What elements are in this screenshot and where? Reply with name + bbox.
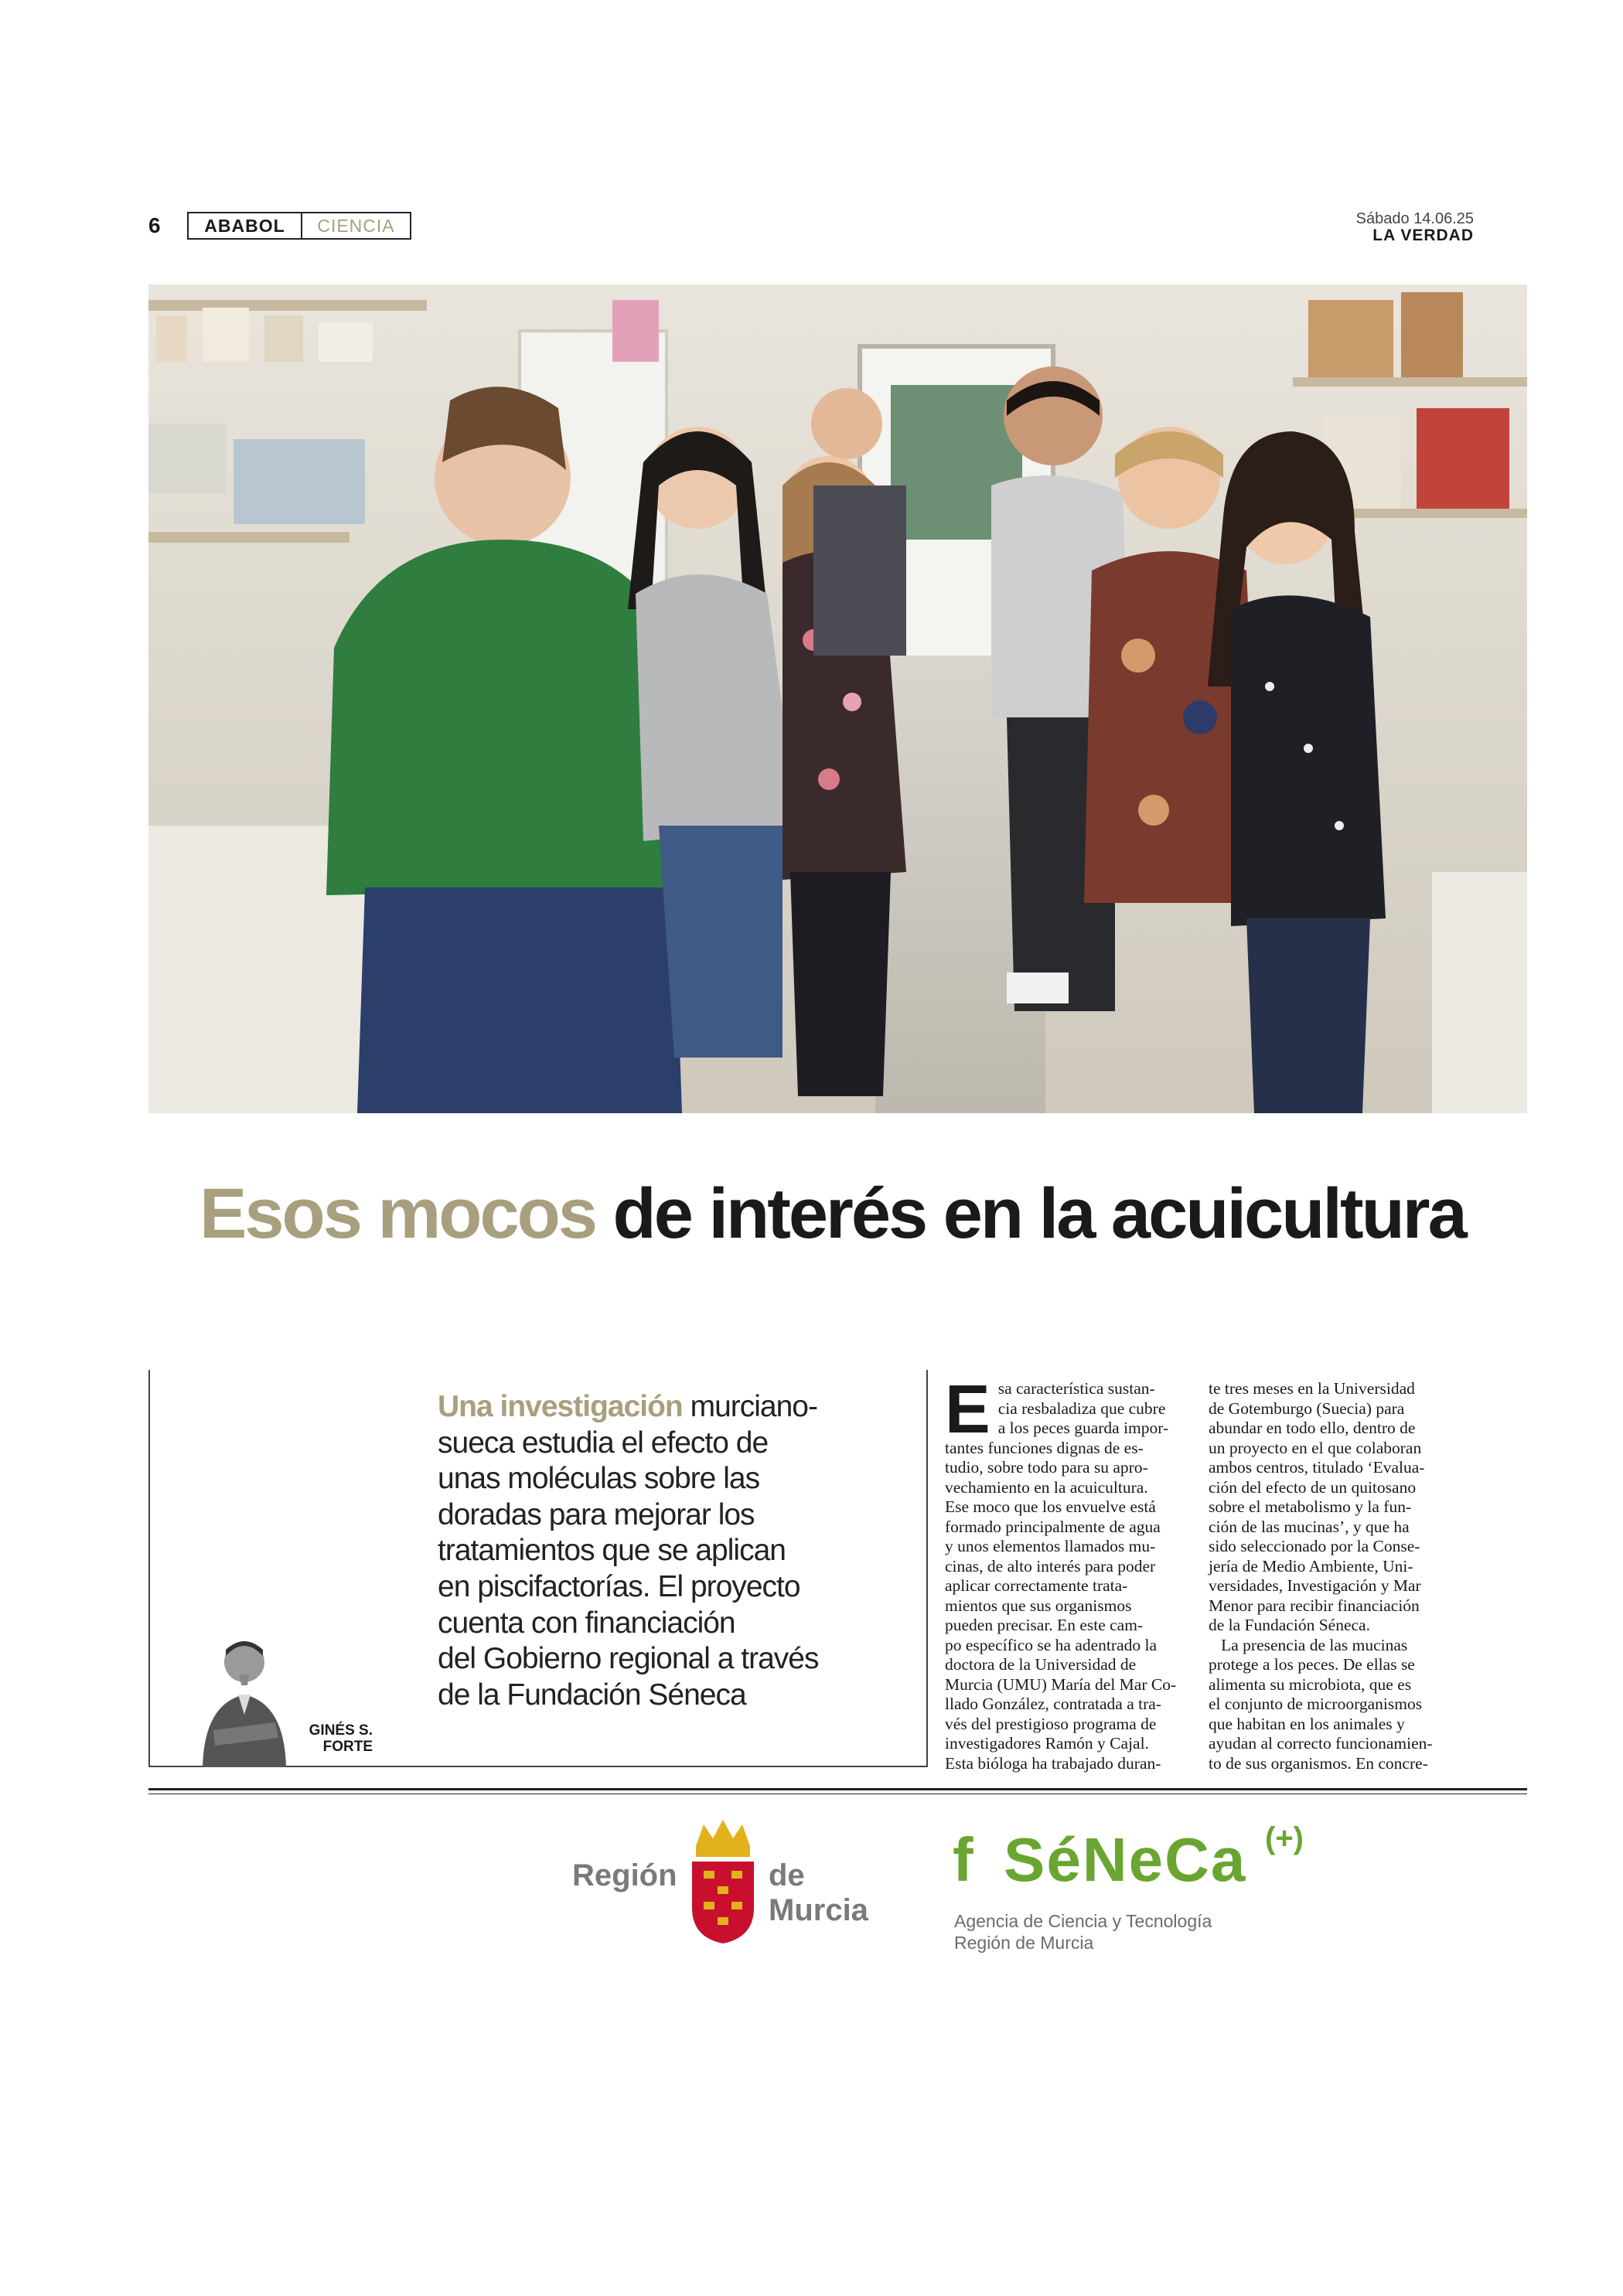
body-line: formado principalmente de agua bbox=[945, 1517, 1161, 1536]
body-line: un proyecto en el que colaboran bbox=[1209, 1438, 1422, 1457]
body-column-1 bbox=[945, 1371, 1192, 1773]
body-line: te tres meses en la Universidad bbox=[1209, 1379, 1415, 1398]
seneca-subtitle: Agencia de Ciencia y Tecnología bbox=[954, 1911, 1212, 1931]
body-column-2 bbox=[1209, 1379, 1454, 1773]
body-line: tantes funciones dignas de es- bbox=[945, 1438, 1144, 1457]
body-line: ambos centros, titulado ‘Evalua- bbox=[1209, 1458, 1425, 1477]
standfirst-line: murciano- bbox=[682, 1390, 817, 1423]
body-line: cia resbaladiza que cubre bbox=[997, 1398, 1166, 1418]
body-line: Esta bióloga ha trabajado duran- bbox=[945, 1753, 1161, 1773]
region-logo-word-left: Región bbox=[572, 1858, 677, 1892]
standfirst-line: de la Fundación Séneca bbox=[438, 1678, 746, 1712]
body-line: ción del efecto de un quitosano bbox=[1209, 1477, 1417, 1497]
body-line: aplicar correctamente trata- bbox=[945, 1576, 1128, 1595]
body-line: de la Fundación Séneca. bbox=[1209, 1616, 1370, 1634]
seneca-name: SéNeCa bbox=[1004, 1825, 1247, 1894]
group-photo-lab-icon bbox=[148, 284, 1527, 1113]
standfirst-line: sueca estudia el efecto de bbox=[438, 1426, 769, 1460]
standfirst-lead: Una investigación bbox=[438, 1390, 683, 1423]
body-line: ción de las mucinas’, y que ha bbox=[1209, 1517, 1410, 1536]
seneca-prefix: f bbox=[953, 1825, 975, 1894]
body-line: vechamiento en la acuicultura. bbox=[945, 1477, 1148, 1497]
headline-main: de interés en la acuicultura bbox=[595, 1174, 1465, 1253]
body-line: sa característica sustan- bbox=[997, 1379, 1155, 1398]
body-line: doctora de la Universidad de bbox=[945, 1655, 1137, 1674]
standfirst bbox=[438, 1389, 824, 1713]
body-line: tudio, sobre todo para su apro- bbox=[945, 1458, 1148, 1477]
standfirst-line: del Gobierno regional a través bbox=[438, 1642, 819, 1676]
author-portrait-icon bbox=[192, 1630, 294, 1769]
body-line: investigadores Ramón y Cajal. bbox=[945, 1734, 1149, 1753]
author-name-last: FORTE bbox=[322, 1739, 373, 1755]
standfirst-line: tratamientos que se aplican bbox=[438, 1534, 786, 1568]
seneca-plus: (+) bbox=[1265, 1821, 1304, 1855]
murcia-coat-of-arms-icon bbox=[680, 1815, 765, 1947]
body-line: sido seleccionado por la Conse- bbox=[1209, 1537, 1420, 1555]
body-line: vés del prestigioso programa de bbox=[945, 1714, 1157, 1733]
body-line: alimenta su microbiota, que es bbox=[1209, 1674, 1412, 1694]
body-line: ayudan al correcto funcionamien- bbox=[1209, 1734, 1433, 1753]
page-number: 6 bbox=[148, 213, 161, 237]
fundacion-seneca-logo bbox=[953, 1821, 1324, 1956]
issue-date: Sábado 14.06.25 bbox=[1355, 210, 1474, 227]
section-name: ABABOL bbox=[189, 213, 302, 238]
body-line: llado González, contratada a tra- bbox=[945, 1695, 1161, 1713]
region-logo-word-right: de Murcia bbox=[769, 1858, 868, 1927]
body-line: y unos elementos llamados mu- bbox=[945, 1537, 1156, 1555]
headline bbox=[199, 1175, 1475, 1253]
body-line: pueden precisar. En este cam- bbox=[945, 1616, 1144, 1634]
body-line: versidades, Investigación y Mar bbox=[1209, 1576, 1421, 1595]
body-line: La presencia de las mucinas bbox=[1209, 1635, 1408, 1654]
newspaper-name: LA VERDAD bbox=[1372, 227, 1474, 244]
body-line: po específico se ha adentrado la bbox=[945, 1635, 1157, 1654]
headline-accent: Esos mocos bbox=[199, 1174, 595, 1253]
region-de-murcia-logo bbox=[572, 1815, 897, 1947]
body-line: Murcia (UMU) María del Mar Co- bbox=[945, 1674, 1177, 1694]
subsection-name: CIENCIA bbox=[317, 215, 395, 236]
body-line: que habitan en los animales y bbox=[1209, 1714, 1405, 1733]
section-label bbox=[187, 212, 411, 240]
body-line: abundar en todo ello, dentro de bbox=[1209, 1419, 1416, 1437]
body-line: protege a los peces. De ellas se bbox=[1209, 1655, 1415, 1674]
body-line: to de sus organismos. En concre- bbox=[1209, 1753, 1428, 1773]
author-name-first: GINÉS S. bbox=[309, 1722, 373, 1739]
body-line: a los peces guarda impor- bbox=[997, 1419, 1169, 1437]
standfirst-line: en piscifactorías. El proyecto bbox=[438, 1569, 800, 1603]
seneca-subtitle-region: Región de Murcia bbox=[954, 1933, 1094, 1953]
body-line: cinas, de alto interés para poder bbox=[945, 1556, 1156, 1576]
body-line: de Gotemburgo (Suecia) para bbox=[1209, 1398, 1405, 1418]
body-line: mientos que sus organismos bbox=[945, 1596, 1132, 1615]
body-line: el conjunto de microorganismos bbox=[1209, 1695, 1423, 1713]
body-line: jería de Medio Ambiente, Uni- bbox=[1209, 1556, 1413, 1576]
author-byline bbox=[298, 1722, 373, 1755]
drop-cap: E bbox=[945, 1371, 991, 1447]
body-line: Menor para recibir financiación bbox=[1209, 1596, 1420, 1615]
standfirst-line: cuenta con financiación bbox=[438, 1606, 735, 1640]
group-photo bbox=[148, 284, 1527, 1113]
body-line: Ese moco que los envuelve está bbox=[945, 1497, 1156, 1516]
body-line: sobre el metabolismo y la fun- bbox=[1209, 1497, 1412, 1516]
standfirst-line: unas moléculas sobre las bbox=[438, 1462, 760, 1496]
footer-rule bbox=[148, 1788, 1527, 1790]
author-photo bbox=[192, 1630, 294, 1769]
standfirst-line: doradas para mejorar los bbox=[438, 1497, 755, 1531]
